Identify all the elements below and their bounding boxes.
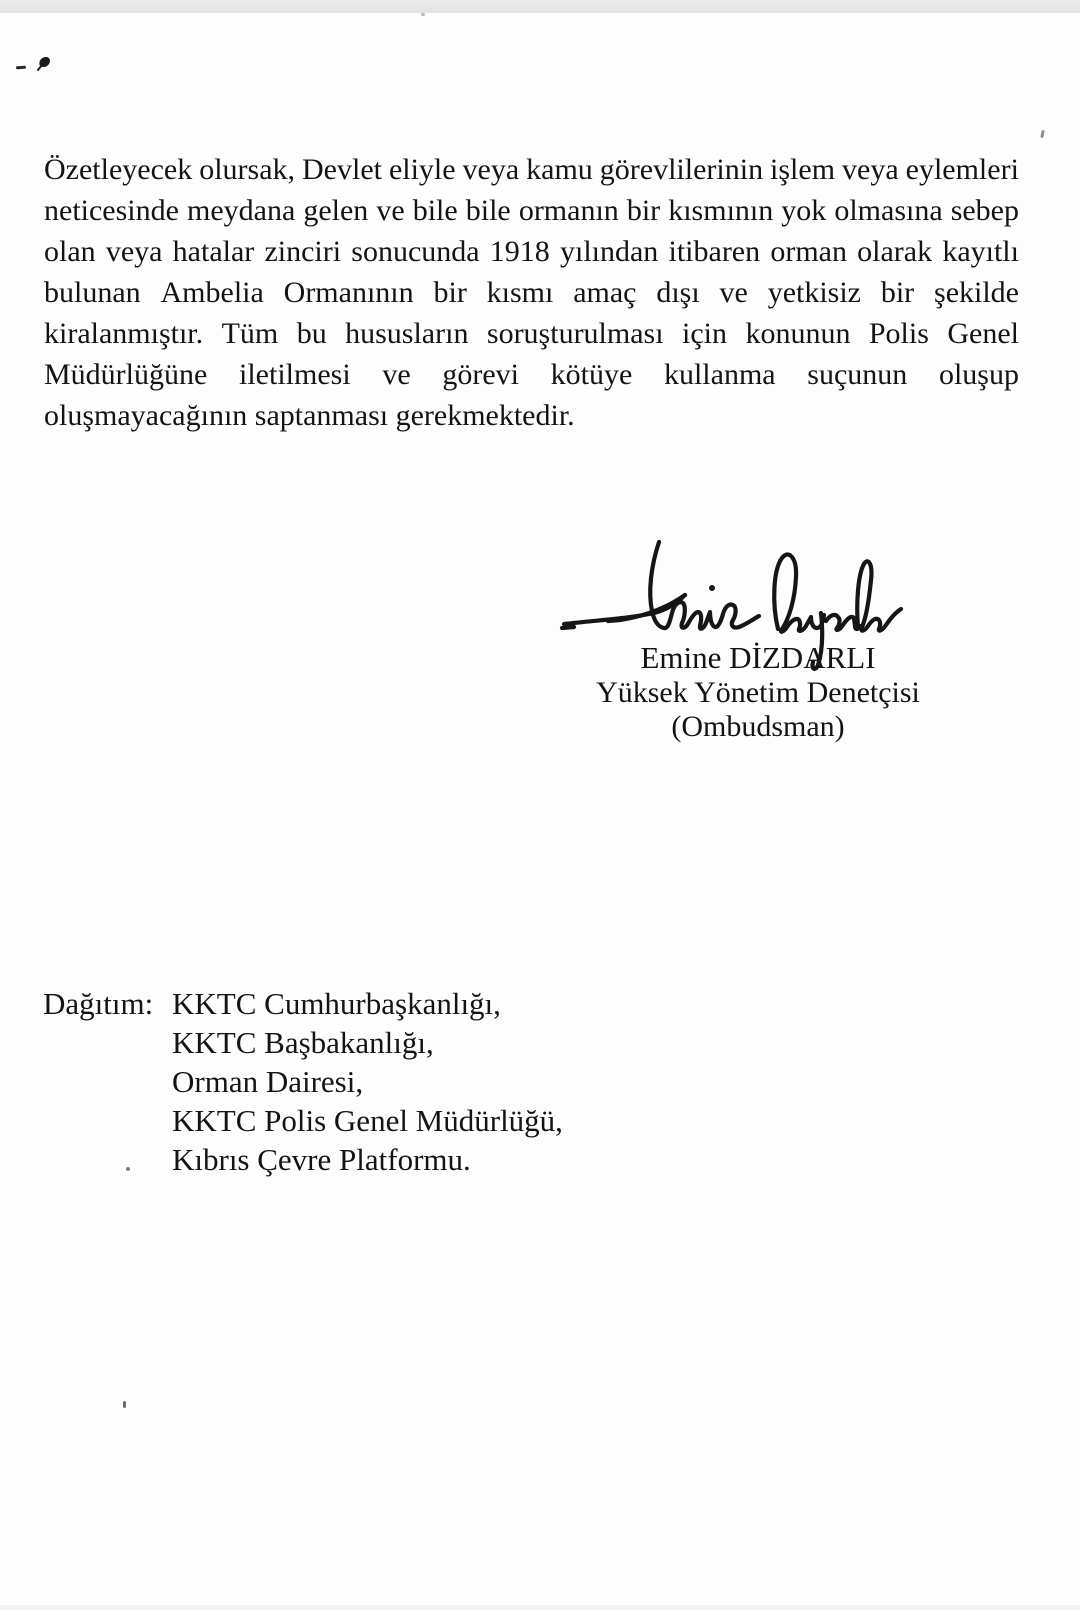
signatory-role: (Ombudsman) <box>671 710 845 743</box>
ink-mark-blob <box>35 54 55 74</box>
distribution-item: KKTC Polis Genel Müdürlüğü, <box>172 1103 563 1138</box>
paragraph-line: oluşmayacağının saptanması gerekmektedir. <box>44 399 575 432</box>
scan-speck <box>123 1401 126 1408</box>
signatory-title: Yüksek Yönetim Denetçisi <box>596 675 920 709</box>
paragraph-line: olan veya hatalar zinciri sonucunda 1918 yılından itibaren orman olarak kayıtlı <box>44 235 1019 268</box>
ink-mark-dash <box>16 66 26 70</box>
signatory-name: Emine DİZDARLI <box>640 640 876 675</box>
distribution-section <box>43 984 563 1179</box>
distribution-item: KKTC Başbakanlığı, <box>172 1025 434 1060</box>
signatory-block <box>538 641 978 745</box>
paragraph-line: neticesinde meydana gelen ve bile bile ormanın bir kısmının yok olmasına sebep <box>44 194 1019 227</box>
distribution-list <box>172 984 563 1179</box>
scan-speck <box>1040 130 1045 138</box>
scan-artifact-band-bottom <box>0 1605 1080 1610</box>
paragraph-line: kiralanmıştır. Tüm bu hususların soruşturulması için konunun Polis Genel <box>44 317 1019 350</box>
distribution-item: Orman Dairesi, <box>172 1064 364 1099</box>
paragraph-line: bulunan Ambelia Ormanının bir kısmı amaç dışı ve yetkisiz bir şekilde <box>44 276 1019 309</box>
distribution-label: Dağıtım: <box>43 986 154 1021</box>
scan-artifact-band-top <box>0 0 1080 13</box>
distribution-item: KKTC Cumhurbaşkanlığı, <box>172 986 501 1021</box>
paragraph-line: Özetleyecek olursak, Devlet eliyle veya kamu görevlilerinin işlem veya eylemleri <box>44 153 1019 186</box>
scan-speck <box>421 13 425 16</box>
paragraph-line: Müdürlüğüne iletilmesi ve görevi kötüye kullanma suçunun oluşup <box>44 358 1019 391</box>
distribution-item: Kıbrıs Çevre Platformu. <box>172 1142 471 1177</box>
summary-paragraph <box>44 149 1019 436</box>
